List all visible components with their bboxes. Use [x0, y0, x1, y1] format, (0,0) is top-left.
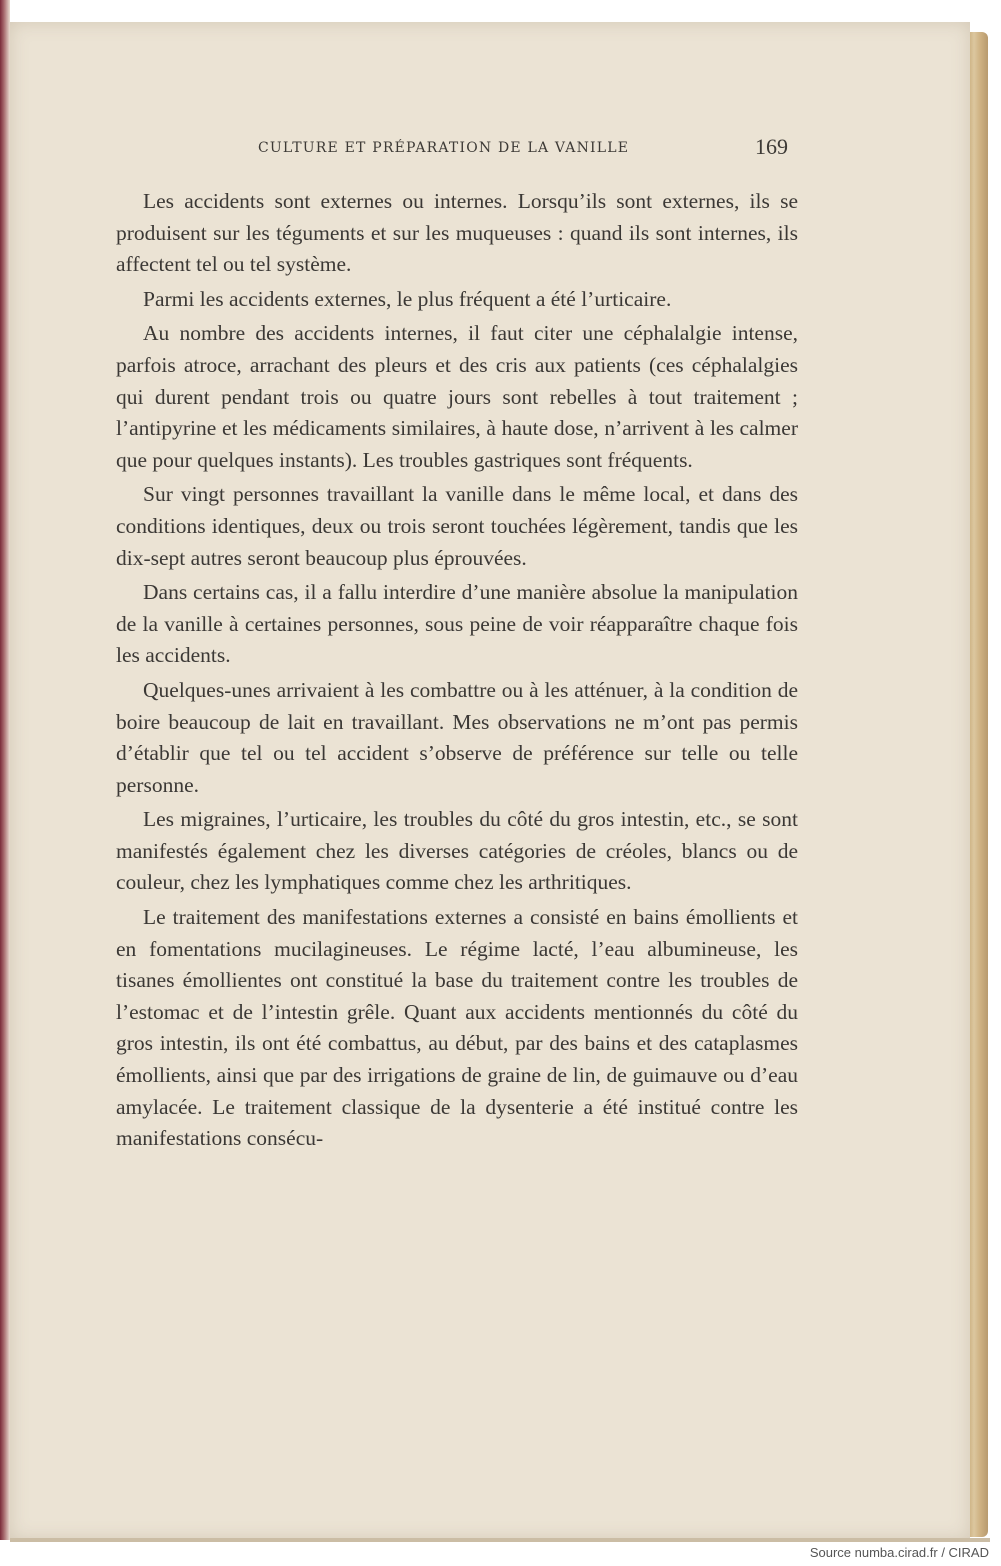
paragraph: Les migraines, l’urticaire, les troubles du côté du gros intestin, etc., se sont manifestés également chez les diverses catégories de créoles, blancs ou de couleur, chez les lymphatiques comme chez les arthritiques.: [116, 807, 798, 895]
paragraph: Dans certains cas, il a fallu interdire d’une manière absolue la manipulation de la vanille à certaines personnes, sous peine de voir réapparaître chaque fois les accidents.: [116, 580, 798, 668]
paragraph: Quelques-unes arrivaient à les combattre ou à les atténuer, à la condition de boire beaucoup de lait en travaillant. Mes observations ne m’ont pas permis d’établir que tel ou tel accident s’observe de préférence sur telle ou telle personne.: [116, 677, 798, 797]
paragraph: Sur vingt personnes travaillant la vanille dans le même local, et dans des conditions identiques, deux ou trois seront touchées légèrement, tandis que les dix-sept autres seront beaucoup plus éprouvées.: [116, 482, 798, 570]
paragraph: Le traitement des manifestations externes a consisté en bains émollients et en fomentations mucilagineuses. Le régime lacté, l’eau albumineuse, les tisanes émollientes ont constitué la base du traitement contre les troubles de l’estomac et de l’intestin grêle. Quant aux accidents mentionnés du côté du gros intestin, ils ont été combattus, au début, par des bains et des cataplasmes émollients, ainsi que par des irrigations de graine de lin, de guimauve ou d’eau amylacée. Le traitement classique de la dysenterie a été institué contre les manifestations consécu-: [116, 905, 798, 1151]
page-number: 169: [755, 134, 788, 159]
body-text: [116, 186, 798, 1158]
paragraph: Parmi les accidents externes, le plus fréquent a été l’urticaire.: [143, 286, 672, 311]
paragraph: Les accidents sont externes ou internes. Lorsqu’ils sont externes, ils se produisent sur les téguments et sur les muqueuses : quand ils sont internes, ils affectent tel ou tel système.: [116, 189, 798, 277]
running-title: CULTURE ET PRÉPARATION DE LA VANILLE: [258, 140, 630, 156]
source-credit: Source numba.cirad.fr / CIRAD: [809, 1545, 989, 1560]
page-bottom-shadow: [10, 1538, 990, 1542]
paragraph: Au nombre des accidents internes, il faut citer une céphalalgie intense, parfois atroce, arrachant des pleurs et des cris aux patients (ces céphalalgies qui durent pendant trois ou quatre jours sont rebelles à tout traitement ; l’antipyrine et les médicaments similaires, à haute dose, n’arrivent à les calmer que pour quelques instants). Les troubles gastriques sont fréquents.: [116, 321, 798, 472]
book-binding-edge: [0, 0, 10, 1540]
